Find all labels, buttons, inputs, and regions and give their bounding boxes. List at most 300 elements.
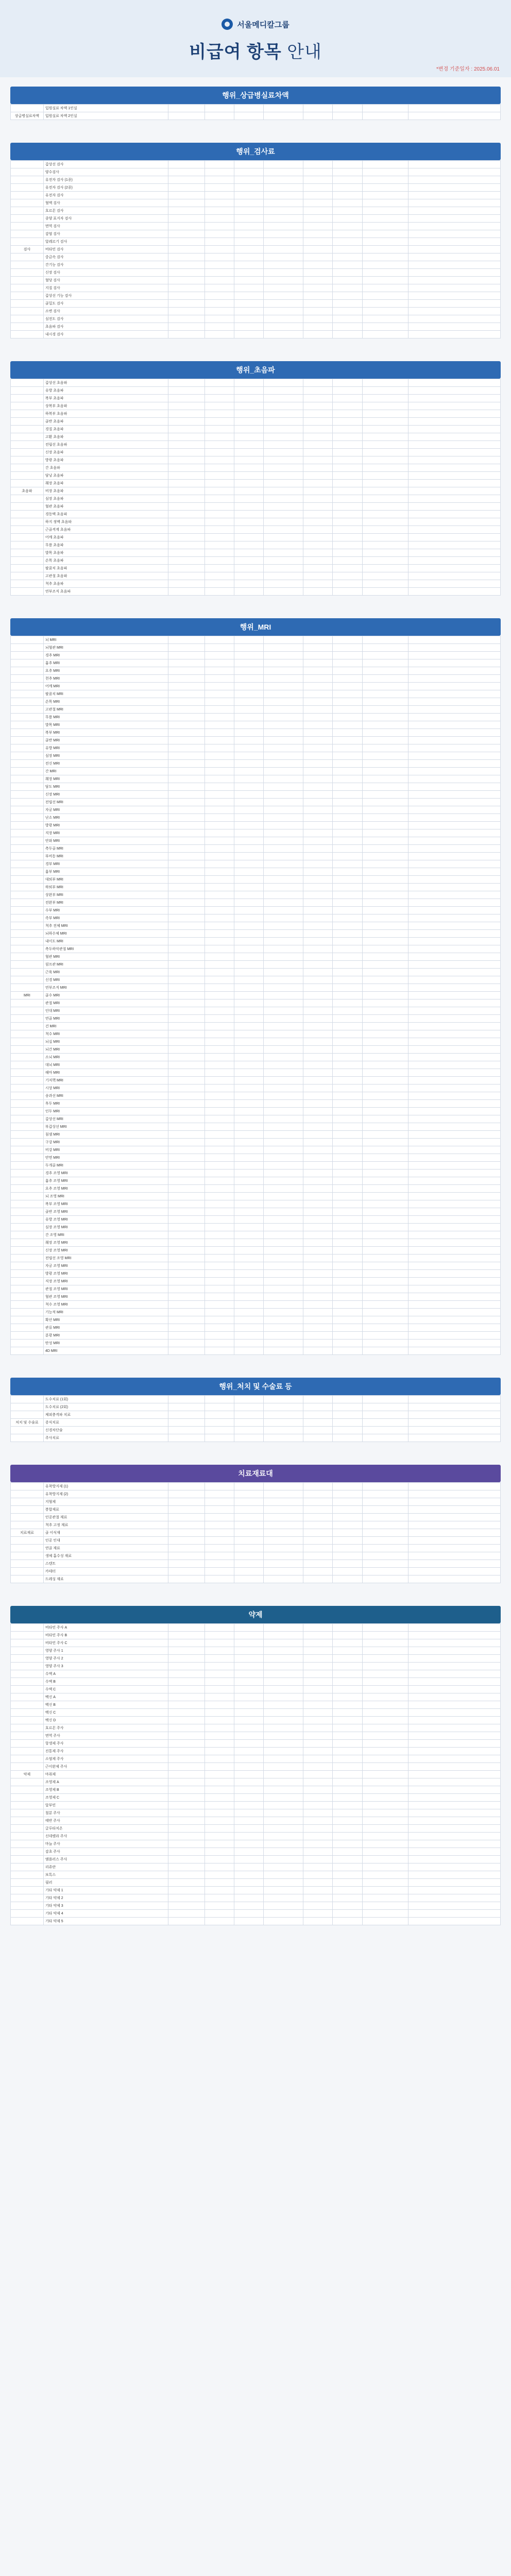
table-row: [11, 1545, 501, 1552]
value-cell: [264, 1755, 303, 1763]
value-cell: [362, 1490, 408, 1498]
table-row: [11, 1216, 501, 1224]
value-cell: [205, 1077, 234, 1084]
value-cell: [205, 884, 234, 891]
category-cell: [11, 238, 44, 246]
value-cell: [205, 1918, 234, 1925]
value-cell: [264, 511, 303, 518]
table-row: [11, 511, 501, 518]
category-cell: [11, 675, 44, 683]
value-cell: [303, 783, 333, 791]
category-cell: [11, 1755, 44, 1763]
value-cell: [408, 1786, 501, 1794]
value-cell: [234, 1763, 263, 1771]
category-cell: [11, 1786, 44, 1794]
table-row: [11, 1709, 501, 1717]
value-cell: [168, 1123, 205, 1131]
table-row: [11, 1131, 501, 1139]
table-row: [11, 1077, 501, 1084]
table-row: [11, 644, 501, 652]
value-cell: [205, 1825, 234, 1833]
value-cell: [264, 714, 303, 721]
value-cell: [303, 1833, 333, 1840]
value-cell: [168, 1709, 205, 1717]
value-cell: [205, 914, 234, 922]
value-cell: [234, 1023, 263, 1030]
value-cell: [333, 105, 362, 112]
value-cell: [205, 184, 234, 192]
value-cell: [362, 783, 408, 791]
item-name-cell: 초음파 검사: [43, 323, 168, 331]
value-cell: [264, 1015, 303, 1023]
value-cell: [205, 1848, 234, 1856]
value-cell: [362, 806, 408, 814]
category-cell: [11, 899, 44, 907]
category-cell: [11, 1663, 44, 1670]
value-cell: [168, 1224, 205, 1231]
value-cell: [234, 659, 263, 667]
value-cell: [205, 580, 234, 588]
value-cell: [408, 379, 501, 387]
value-cell: [168, 1015, 205, 1023]
value-cell: [264, 426, 303, 433]
value-cell: [234, 799, 263, 806]
section: [10, 1465, 501, 1583]
value-cell: [168, 1670, 205, 1678]
value-cell: [205, 1498, 234, 1506]
value-cell: [264, 1871, 303, 1879]
value-cell: [333, 1771, 362, 1778]
value-cell: [234, 161, 263, 168]
value-cell: [333, 783, 362, 791]
value-cell: [362, 1802, 408, 1809]
category-cell: [11, 315, 44, 323]
value-cell: [333, 667, 362, 675]
value-cell: [168, 1575, 205, 1583]
category-cell: [11, 914, 44, 922]
category-cell: [11, 1146, 44, 1154]
category-cell: [11, 1340, 44, 1347]
value-cell: [362, 449, 408, 456]
value-cell: [264, 1123, 303, 1131]
table-row: [11, 1817, 501, 1825]
table-row: [11, 557, 501, 565]
value-cell: [234, 1693, 263, 1701]
value-cell: [168, 1755, 205, 1763]
value-cell: [303, 1560, 333, 1568]
value-cell: [333, 1856, 362, 1863]
value-cell: [333, 323, 362, 331]
item-name-cell: 혈관 조영 MRI: [43, 1293, 168, 1301]
value-cell: [362, 690, 408, 698]
category-cell: [11, 1918, 44, 1925]
value-cell: [168, 1802, 205, 1809]
value-cell: [205, 223, 234, 230]
value-cell: [234, 223, 263, 230]
fee-table: [10, 636, 501, 1355]
item-name-cell: 기타 약제 2: [43, 1894, 168, 1902]
value-cell: [234, 845, 263, 853]
value-cell: [234, 1794, 263, 1802]
value-cell: [303, 1301, 333, 1309]
item-name-cell: 방광 조영 MRI: [43, 1270, 168, 1278]
value-cell: [234, 644, 263, 652]
value-cell: [168, 1794, 205, 1802]
value-cell: [362, 853, 408, 860]
value-cell: [408, 783, 501, 791]
value-cell: [205, 1038, 234, 1046]
value-cell: [362, 1084, 408, 1092]
category-cell: [11, 1347, 44, 1355]
value-cell: [362, 379, 408, 387]
item-name-cell: 철분 주사: [43, 1809, 168, 1817]
item-name-cell: 영양 주사 3: [43, 1663, 168, 1670]
category-cell: [11, 698, 44, 706]
item-name-cell: 자궁 MRI: [43, 806, 168, 814]
item-name-cell: 지혈제: [43, 1498, 168, 1506]
value-cell: [205, 799, 234, 806]
value-cell: [264, 1340, 303, 1347]
table-row: [11, 1332, 501, 1340]
category-cell: [11, 549, 44, 557]
value-cell: [408, 1537, 501, 1545]
value-cell: [168, 1262, 205, 1270]
category-cell: [11, 652, 44, 659]
category-cell: [11, 729, 44, 737]
value-cell: [168, 480, 205, 487]
value-cell: [168, 230, 205, 238]
value-cell: [264, 659, 303, 667]
value-cell: [168, 806, 205, 814]
value-cell: [168, 969, 205, 976]
item-name-cell: 간 MRI: [43, 768, 168, 775]
item-name-cell: 근육 MRI: [43, 969, 168, 976]
value-cell: [408, 930, 501, 938]
table-row: [11, 112, 501, 120]
value-cell: [408, 1007, 501, 1015]
value-cell: [168, 652, 205, 659]
value-cell: [362, 1015, 408, 1023]
value-cell: [333, 253, 362, 261]
category-cell: [11, 1239, 44, 1247]
value-cell: [234, 1537, 263, 1545]
value-cell: [362, 1255, 408, 1262]
value-cell: [362, 714, 408, 721]
value-cell: [168, 1301, 205, 1309]
value-cell: [333, 1632, 362, 1639]
value-cell: [408, 1568, 501, 1575]
item-name-cell: 알부민: [43, 1802, 168, 1809]
value-cell: [303, 1285, 333, 1293]
value-cell: [205, 1054, 234, 1061]
value-cell: [362, 387, 408, 395]
value-cell: [234, 1833, 263, 1840]
value-cell: [408, 822, 501, 829]
table-row: [11, 168, 501, 176]
value-cell: [234, 580, 263, 588]
value-cell: [303, 999, 333, 1007]
value-cell: [333, 999, 362, 1007]
value-cell: [408, 199, 501, 207]
value-cell: [408, 1115, 501, 1123]
value-cell: [303, 269, 333, 277]
value-cell: [234, 683, 263, 690]
value-cell: [234, 1108, 263, 1115]
item-name-cell: 간 초음파: [43, 464, 168, 472]
item-name-cell: 영양 주사 2: [43, 1655, 168, 1663]
value-cell: [303, 1624, 333, 1632]
value-cell: [333, 331, 362, 338]
logo: [222, 19, 289, 30]
value-cell: [168, 1108, 205, 1115]
value-cell: [362, 992, 408, 999]
value-cell: [303, 433, 333, 441]
value-cell: [408, 449, 501, 456]
value-cell: [362, 1162, 408, 1170]
value-cell: [168, 1560, 205, 1568]
item-name-cell: 관절 MRI: [43, 999, 168, 1007]
value-cell: [264, 1255, 303, 1262]
value-cell: [205, 744, 234, 752]
value-cell: [234, 1077, 263, 1084]
value-cell: [303, 814, 333, 822]
category-cell: [11, 449, 44, 456]
value-cell: [234, 1724, 263, 1732]
value-cell: [333, 1624, 362, 1632]
value-cell: [168, 1100, 205, 1108]
value-cell: [303, 891, 333, 899]
value-cell: [234, 1755, 263, 1763]
item-name-cell: 전완부 MRI: [43, 899, 168, 907]
value-cell: [168, 387, 205, 395]
value-cell: [264, 1724, 303, 1732]
value-cell: [234, 1054, 263, 1061]
value-cell: [303, 1732, 333, 1740]
table-row: [11, 277, 501, 284]
item-name-cell: 신장 조영 MRI: [43, 1247, 168, 1255]
value-cell: [408, 1200, 501, 1208]
category-cell: [11, 721, 44, 729]
value-cell: [408, 557, 501, 565]
value-cell: [168, 667, 205, 675]
table-row: [11, 845, 501, 853]
value-cell: [408, 891, 501, 899]
value-cell: [333, 246, 362, 253]
value-cell: [408, 1293, 501, 1301]
value-cell: [362, 1483, 408, 1490]
table-row: [11, 714, 501, 721]
value-cell: [205, 1887, 234, 1894]
value-cell: [408, 1278, 501, 1285]
value-cell: [264, 1647, 303, 1655]
value-cell: [234, 1748, 263, 1755]
value-cell: [333, 1902, 362, 1910]
value-cell: [333, 768, 362, 775]
value-cell: [303, 395, 333, 402]
value-cell: [408, 1794, 501, 1802]
table-row: [11, 503, 501, 511]
value-cell: [362, 1632, 408, 1639]
value-cell: [205, 1347, 234, 1355]
value-cell: [333, 379, 362, 387]
value-cell: [264, 721, 303, 729]
value-cell: [168, 953, 205, 961]
value-cell: [168, 1046, 205, 1054]
value-cell: [168, 580, 205, 588]
value-cell: [333, 976, 362, 984]
value-cell: [234, 636, 263, 644]
value-cell: [303, 698, 333, 706]
value-cell: [234, 760, 263, 768]
value-cell: [168, 1809, 205, 1817]
value-cell: [408, 511, 501, 518]
value-cell: [408, 760, 501, 768]
value-cell: [408, 1038, 501, 1046]
value-cell: [168, 1887, 205, 1894]
table-row: [11, 930, 501, 938]
value-cell: [264, 1560, 303, 1568]
page-title-light: 안내: [287, 42, 322, 62]
value-cell: [234, 1825, 263, 1833]
value-cell: [264, 253, 303, 261]
item-name-cell: 백신 C: [43, 1709, 168, 1717]
value-cell: [408, 284, 501, 292]
value-cell: [264, 976, 303, 984]
value-cell: [205, 729, 234, 737]
item-name-cell: 발목 MRI: [43, 721, 168, 729]
category-cell: [11, 395, 44, 402]
value-cell: [362, 1678, 408, 1686]
value-cell: [234, 953, 263, 961]
category-cell: [11, 860, 44, 868]
category-cell: [11, 1208, 44, 1216]
value-cell: [264, 945, 303, 953]
value-cell: [234, 1717, 263, 1724]
category-cell: [11, 1568, 44, 1575]
table-row: [11, 1115, 501, 1123]
value-cell: [362, 1239, 408, 1247]
value-cell: [264, 580, 303, 588]
value-cell: [168, 799, 205, 806]
value-cell: [362, 1324, 408, 1332]
item-name-cell: 인공관절 재료: [43, 1514, 168, 1521]
value-cell: [303, 511, 333, 518]
item-name-cell: 백신 D: [43, 1717, 168, 1724]
value-cell: [234, 667, 263, 675]
value-cell: [303, 1483, 333, 1490]
value-cell: [234, 930, 263, 938]
value-cell: [303, 300, 333, 308]
value-cell: [234, 721, 263, 729]
category-cell: [11, 192, 44, 199]
item-name-cell: 갑상선 검사: [43, 161, 168, 168]
value-cell: [333, 238, 362, 246]
value-cell: [303, 518, 333, 526]
value-cell: [205, 1632, 234, 1639]
value-cell: [408, 1701, 501, 1709]
value-cell: [234, 1918, 263, 1925]
value-cell: [205, 511, 234, 518]
category-cell: [11, 1262, 44, 1270]
category-cell: [11, 1717, 44, 1724]
category-cell: [11, 223, 44, 230]
value-cell: [408, 1170, 501, 1177]
table-row: [11, 518, 501, 526]
value-cell: [408, 907, 501, 914]
value-cell: [205, 1786, 234, 1794]
category-cell: [11, 1046, 44, 1054]
table-row: [11, 768, 501, 775]
value-cell: [205, 1701, 234, 1709]
value-cell: [205, 472, 234, 480]
value-cell: [205, 1316, 234, 1324]
value-cell: [205, 1162, 234, 1170]
value-cell: [333, 698, 362, 706]
value-cell: [234, 1262, 263, 1270]
value-cell: [333, 572, 362, 580]
value-cell: [333, 1663, 362, 1670]
value-cell: [234, 495, 263, 503]
value-cell: [333, 1123, 362, 1131]
value-cell: [333, 1918, 362, 1925]
table-row: [11, 549, 501, 557]
value-cell: [205, 1856, 234, 1863]
value-cell: [234, 480, 263, 487]
value-cell: [264, 1309, 303, 1316]
value-cell: [168, 292, 205, 300]
item-name-cell: 방광 MRI: [43, 822, 168, 829]
value-cell: [408, 1545, 501, 1552]
category-cell: [11, 868, 44, 876]
value-cell: [303, 899, 333, 907]
value-cell: [264, 402, 303, 410]
table-row: [11, 1771, 501, 1778]
value-cell: [205, 1293, 234, 1301]
category-cell: [11, 456, 44, 464]
item-name-cell: 알레르기 검사: [43, 238, 168, 246]
value-cell: [205, 105, 234, 112]
value-cell: [303, 1340, 333, 1347]
value-cell: [303, 845, 333, 853]
table-row: [11, 945, 501, 953]
value-cell: [264, 1396, 303, 1403]
value-cell: [362, 884, 408, 891]
item-name-cell: 췌장 조영 MRI: [43, 1239, 168, 1247]
value-cell: [205, 837, 234, 845]
value-cell: [303, 223, 333, 230]
value-cell: [168, 768, 205, 775]
value-cell: [362, 1918, 408, 1925]
category-cell: [11, 1154, 44, 1162]
value-cell: [303, 969, 333, 976]
value-cell: [362, 1419, 408, 1427]
value-cell: [362, 495, 408, 503]
value-cell: [333, 1419, 362, 1427]
value-cell: [333, 899, 362, 907]
value-cell: [205, 791, 234, 799]
value-cell: [205, 253, 234, 261]
category-cell: [11, 1396, 44, 1403]
page-header: [0, 0, 511, 77]
value-cell: [408, 269, 501, 277]
value-cell: [264, 1084, 303, 1092]
value-cell: [303, 1054, 333, 1061]
value-cell: [234, 1817, 263, 1825]
value-cell: [264, 922, 303, 930]
value-cell: [362, 1521, 408, 1529]
table-row: [11, 1560, 501, 1568]
value-cell: [234, 775, 263, 783]
